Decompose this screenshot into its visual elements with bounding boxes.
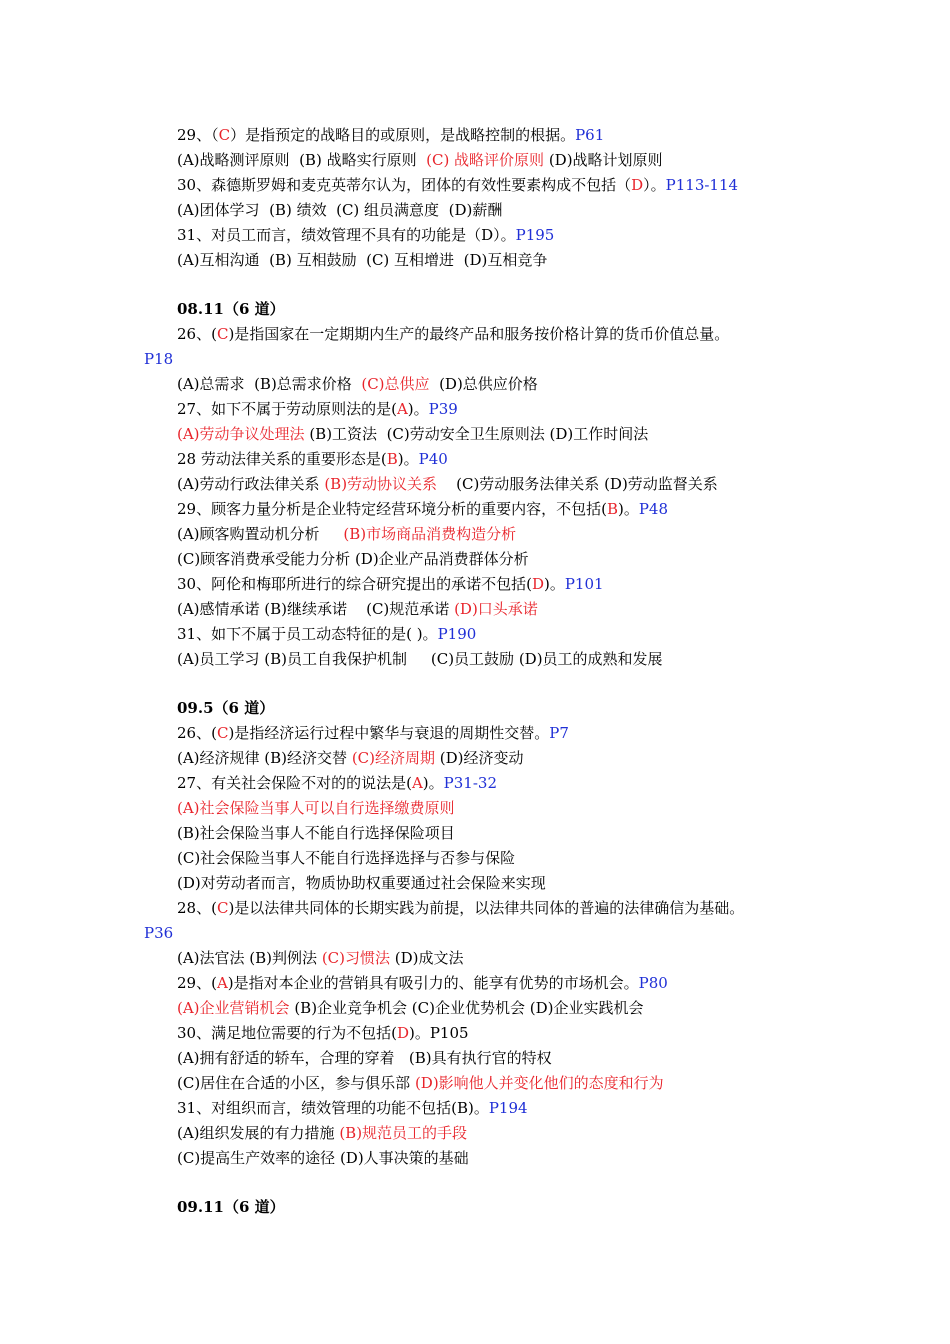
page-reference: P190 — [437, 625, 477, 643]
text-line — [0, 372, 950, 397]
body-text: )是指对本企业的营销具有吸引力的、能享有优势的市场机会。 — [227, 974, 639, 992]
body-text: (D)总供应价格 — [429, 375, 538, 393]
body-text: 26、( — [177, 325, 217, 343]
text-line — [0, 597, 950, 622]
answer-text: B — [606, 500, 618, 518]
body-text: 31、对员工而言，绩效管理不具有的功能是（D）。 — [177, 226, 516, 244]
text-line — [0, 472, 950, 497]
blank-line — [0, 1171, 950, 1195]
body-text: (A)战略测评原则 (B) 战略实行原则 — [177, 151, 427, 169]
body-text: ）。 — [643, 176, 666, 194]
text-line — [0, 223, 950, 248]
text-line — [0, 447, 950, 472]
body-text: 08.11（6 道） — [177, 300, 285, 318]
body-text: (A)感情承诺 (B)继续承诺 (C)规范承诺 — [177, 600, 455, 618]
body-text: 31、对组织而言，绩效管理的功能不包括(B)。 — [177, 1099, 489, 1117]
text-line — [0, 796, 950, 821]
answer-text: C — [216, 724, 229, 742]
body-text: 27、如下不属于劳动原则法的是( — [177, 400, 397, 418]
answer-text: (C)习惯法 — [321, 949, 390, 967]
body-text: )。 — [617, 500, 639, 518]
body-text: (B)工资法 (C)劳动安全卫生原则法 (D)工作时间法 — [304, 425, 649, 443]
body-text: )是以法律共同体的长期实践为前提，以法律共同体的普遍的法律确信为基础。 — [228, 899, 745, 917]
body-text: ）是指预定的战略目的或原则，是战略控制的根据。 — [230, 126, 576, 144]
body-text: (A)组织发展的有力措施 — [177, 1124, 340, 1142]
text-line — [0, 871, 950, 896]
body-text: (C)劳动服务法律关系 (D)劳动监督关系 — [437, 475, 718, 493]
body-text: (B)社会保险当事人不能自行选择保险项目 — [177, 824, 455, 842]
text-line — [0, 198, 950, 223]
body-text: 30、森德斯罗姆和麦克英蒂尔认为，团体的有效性要素构成不包括（ — [177, 176, 632, 194]
body-text: (C)顾客消费承受能力分析 (D)企业产品消费群体分析 — [177, 550, 529, 568]
answer-text: (D)影响他人并变化他们的态度和行为 — [414, 1074, 664, 1092]
body-text: 09.11（6 道） — [177, 1198, 285, 1216]
answer-text: C — [218, 126, 231, 144]
answer-text: (B)市场商品消费构造分析 — [343, 525, 517, 543]
body-text: (C)居住在合适的小区，参与俱乐部 — [177, 1074, 415, 1092]
body-text: 31、如下不属于员工动态特征的是( )。 — [177, 625, 438, 643]
text-line — [0, 846, 950, 871]
text-line — [0, 497, 950, 522]
body-text: )。 — [543, 575, 565, 593]
answer-text: (C)总供应 — [361, 375, 430, 393]
body-text: (D)战略计划原则 — [544, 151, 663, 169]
answer-text: (D)口头承诺 — [454, 600, 538, 618]
question-line-continued — [0, 921, 950, 946]
page-reference: P18 — [144, 350, 174, 368]
text-line — [0, 1021, 950, 1046]
body-text: (A)顾客购置动机分析 — [177, 525, 344, 543]
answer-text: A — [216, 974, 228, 992]
text-line — [0, 746, 950, 771]
body-text: (A)法官法 (B)判例法 — [177, 949, 322, 967]
body-text: (D)对劳动者而言，物质协助权重要通过社会保险来实现 — [177, 874, 546, 892]
text-line — [0, 1046, 950, 1071]
answer-text: (B)规范员工的手段 — [339, 1124, 468, 1142]
body-text: (A)拥有舒适的轿车，合理的穿着 (B)具有执行官的特权 — [177, 1049, 552, 1067]
answer-text: (A)劳动争议处理法 — [177, 425, 305, 443]
answer-text: A — [396, 400, 408, 418]
body-text: 30、阿伦和梅耶所进行的综合研究提出的承诺不包括( — [177, 575, 532, 593]
text-line — [0, 1146, 950, 1171]
page-reference: P80 — [638, 974, 668, 992]
text-line — [0, 821, 950, 846]
answer-text: A — [411, 774, 423, 792]
question-line — [0, 896, 950, 921]
question-line — [0, 322, 950, 347]
page-reference: P48 — [638, 500, 669, 518]
answer-text: C — [216, 325, 229, 343]
answer-text: (B)劳动协议关系 — [324, 475, 438, 493]
section-heading — [0, 1195, 950, 1220]
body-text: (A)互相沟通 (B) 互相鼓励 (C) 互相增进 (D)互相竞争 — [177, 251, 548, 269]
text-line — [0, 422, 950, 447]
body-text: 29、( — [177, 974, 217, 992]
body-text: (A)员工学习 (B)员工自我保护机制 (C)员工鼓励 (D)员工的成熟和发展 — [177, 650, 663, 668]
page-reference: P36 — [144, 924, 174, 942]
document-body — [0, 123, 950, 1220]
body-text: 30、满足地位需要的行为不包括( — [177, 1024, 397, 1042]
body-text: (A)劳动行政法律关系 — [177, 475, 325, 493]
text-line — [0, 572, 950, 597]
text-line — [0, 1121, 950, 1146]
answer-text: D — [631, 176, 644, 194]
body-text: )。 — [407, 400, 429, 418]
blank-line — [0, 672, 950, 696]
body-text: 27、有关社会保险不对的的说法是( — [177, 774, 412, 792]
answer-text: D — [396, 1024, 409, 1042]
page-reference: P39 — [428, 400, 458, 418]
body-text: 28、( — [177, 899, 217, 917]
text-line — [0, 123, 950, 148]
page-reference: P7 — [549, 724, 569, 742]
text-line — [0, 248, 950, 273]
page-reference: P195 — [515, 226, 555, 244]
body-text: (A)团体学习 (B) 绩效 (C) 组员满意度 (D)薪酬 — [177, 201, 503, 219]
text-line — [0, 522, 950, 547]
section-heading — [0, 696, 950, 721]
text-line — [0, 148, 950, 173]
page-reference: P31-32 — [443, 774, 497, 792]
text-line — [0, 397, 950, 422]
text-line — [0, 173, 950, 198]
body-text: (D)经济变动 — [435, 749, 524, 767]
body-text: 29、（ — [177, 126, 219, 144]
answer-text: (A)社会保险当事人可以自行选择缴费原则 — [177, 799, 455, 817]
body-text: (B)企业竞争机会 (C)企业优势机会 (D)企业实践机会 — [289, 999, 644, 1017]
answer-text: B — [386, 450, 398, 468]
page-reference: P194 — [488, 1099, 528, 1117]
text-line — [0, 996, 950, 1021]
page-reference: P61 — [575, 126, 605, 144]
text-line — [0, 971, 950, 996]
body-text: (A)总需求 (B)总需求价格 — [177, 375, 362, 393]
text-line — [0, 946, 950, 971]
page-reference: P113-114 — [665, 176, 739, 194]
text-line — [0, 1071, 950, 1096]
body-text: 26、( — [177, 724, 217, 742]
body-text: )是指国家在一定期期内生产的最终产品和服务按价格计算的货币价值总量。 — [228, 325, 730, 343]
question-line-continued — [0, 347, 950, 372]
answer-text: (C) 战略评价原则 — [426, 151, 545, 169]
body-text: )。 — [422, 774, 444, 792]
blank-line — [0, 273, 950, 297]
answer-text: D — [531, 575, 544, 593]
answer-text: (C)经济周期 — [351, 749, 435, 767]
text-line — [0, 721, 950, 746]
text-line — [0, 771, 950, 796]
body-text: 29、顾客力量分析是企业特定经营环境分析的重要内容，不包括( — [177, 500, 607, 518]
answer-text: (A)企业营销机会 — [177, 999, 290, 1017]
body-text: 28 劳动法律关系的重要形态是( — [177, 450, 387, 468]
text-line — [0, 1096, 950, 1121]
page-reference: P40 — [418, 450, 448, 468]
body-text: )。 — [397, 450, 419, 468]
text-line — [0, 622, 950, 647]
text-line — [0, 547, 950, 572]
page-reference: P101 — [564, 575, 604, 593]
body-text: )。P105 — [408, 1024, 469, 1042]
section-heading — [0, 297, 950, 322]
body-text: (A)经济规律 (B)经济交替 — [177, 749, 352, 767]
body-text: )是指经济运行过程中繁华与衰退的周期性交替。 — [228, 724, 550, 742]
text-line — [0, 647, 950, 672]
answer-text: C — [216, 899, 229, 917]
body-text: (D)成文法 — [390, 949, 464, 967]
body-text: (C)社会保险当事人不能自行选择选择与否参与保险 — [177, 849, 516, 867]
body-text: (C)提高生产效率的途径 (D)人事决策的基础 — [177, 1149, 469, 1167]
body-text: 09.5（6 道） — [177, 699, 275, 717]
